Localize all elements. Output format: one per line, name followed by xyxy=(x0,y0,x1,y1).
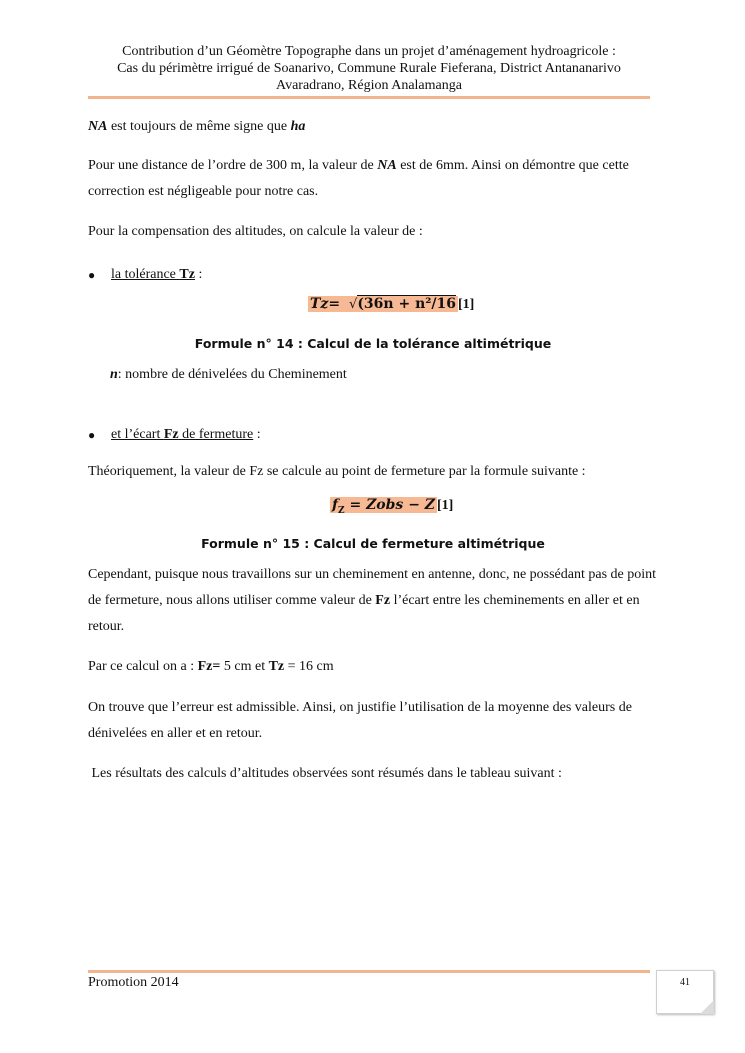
formula-reference: [1] xyxy=(457,297,475,312)
sqrt-symbol: √ xyxy=(349,297,358,312)
paragraph-compensation: Pour la compensation des altitudes, on calcule la valeur de : xyxy=(88,224,423,239)
n-symbol: n xyxy=(110,367,118,382)
paragraph-text: Pour une distance de l’ordre de 300 m, la valeur de xyxy=(88,158,378,173)
page-number: 41 xyxy=(680,977,690,988)
paragraph-result xyxy=(88,654,658,680)
page-curl-icon xyxy=(700,1000,714,1014)
bullet-suffix: : xyxy=(194,267,203,282)
fz-symbol: Fz xyxy=(375,593,391,608)
bullet-label-symbol: Tz xyxy=(179,267,195,282)
paragraph-table-intro: Les résultats des calculs d’altitudes observées sont résumés dans le tableau suivant : xyxy=(88,766,562,781)
bullet-label xyxy=(111,266,202,284)
formula-14-highlight xyxy=(308,296,458,312)
bullet-suffix: : xyxy=(253,427,261,442)
paragraph-n-definition xyxy=(110,362,680,388)
bullet-label-text: la tolérance xyxy=(111,267,180,282)
bullet-label-symbol: Fz xyxy=(163,427,179,442)
formula-reference: [1] xyxy=(437,498,454,513)
formula-expression: (36n + n²/16 xyxy=(357,296,456,312)
ha-symbol: ha xyxy=(290,119,306,134)
bullet-marker: ● xyxy=(88,428,96,442)
footer-promotion: Promotion 2014 xyxy=(88,975,179,990)
paragraph-text: = 16 cm xyxy=(284,659,334,674)
tz-symbol: Tz xyxy=(268,659,285,674)
paragraph-text: 5 cm et xyxy=(220,659,269,674)
header-line-3: Avaradrano, Région Analamanga xyxy=(276,78,462,93)
paragraph-distance xyxy=(88,153,658,205)
bullet-label xyxy=(111,426,261,444)
bullet-label-text: de fermeture xyxy=(178,427,254,442)
header-rule xyxy=(88,96,650,99)
formula-15-highlight xyxy=(330,497,437,516)
paragraph-admissible: On trouve que l’erreur est admissible. Ainsi, on justifie l’utilisation de la moyenne des valeurs de dénivelées en aller et en retour. xyxy=(88,700,632,741)
formula-14 xyxy=(308,294,474,315)
formula-subscript: Z xyxy=(338,505,345,516)
na-symbol: NA xyxy=(88,119,108,134)
paragraph-text: Par ce calcul on a : xyxy=(88,659,198,674)
bullet-marker: ● xyxy=(88,268,96,282)
paragraph-na-sign xyxy=(88,114,658,140)
paragraph-antenna xyxy=(88,562,658,640)
paragraph-theory: Théoriquement, la valeur de Fz se calcule au point de fermeture par la formule suivante : xyxy=(88,464,586,479)
page-number-box xyxy=(656,970,714,1014)
paragraph-text: est toujours de même signe que xyxy=(107,119,291,134)
header-line-1: Contribution d’un Géomètre Topographe dans un projet d’aménagement hydroagricole : xyxy=(122,44,616,59)
running-header xyxy=(88,43,650,94)
na-symbol: NA xyxy=(377,158,397,173)
bullet-label-text: et l’écart xyxy=(111,427,164,442)
paragraph-text: Cependant, puisque nous travaillons sur un cheminement en antenne, donc, ne possédant pas de point de fermeture, nous allons utiliser comme valeur de xyxy=(88,567,657,608)
formula-15-caption: Formule n° 15 : Calcul de fermeture altimétrique xyxy=(201,536,545,551)
formula-14-caption: Formule n° 14 : Calcul de la tolérance altimétrique xyxy=(194,336,552,351)
paragraph-text: l’écart entre les cheminements en aller et en retour. xyxy=(88,593,640,634)
paragraph-text: : nombre de dénivelées du Cheminement xyxy=(117,367,347,382)
fz-symbol: Fz= xyxy=(197,659,221,674)
formula-f: f xyxy=(332,497,339,513)
formula-15 xyxy=(330,495,453,521)
footer-rule xyxy=(88,970,650,973)
paragraph-text: est de 6mm. Ainsi on démontre que cette correction est négligeable pour notre cas. xyxy=(88,158,629,199)
formula-expression: = Zobs − Z xyxy=(344,497,436,513)
header-line-2: Cas du périmètre irrigué de Soanarivo, Commune Rurale Fieferana, District Antananarivo xyxy=(117,61,621,76)
formula-lhs: Tz= xyxy=(310,296,341,312)
